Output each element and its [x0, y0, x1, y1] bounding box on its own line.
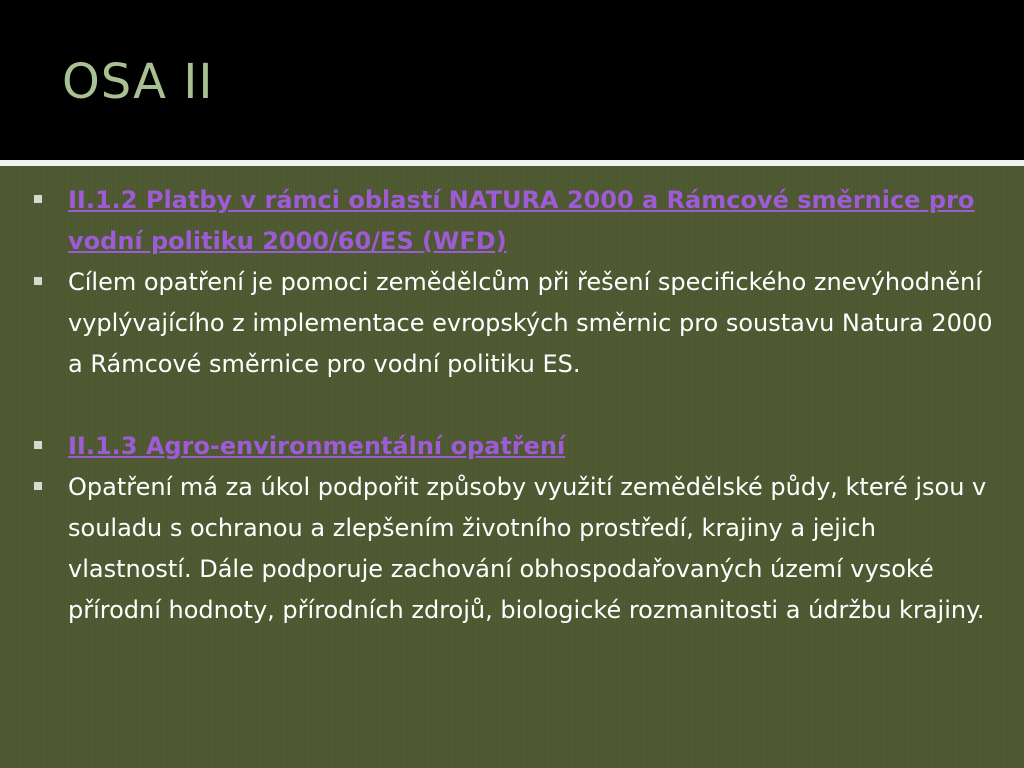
bullet-item-link-1 [34, 180, 996, 262]
square-bullet-icon [34, 441, 42, 449]
bullet-list [34, 180, 996, 631]
square-bullet-icon [34, 482, 42, 490]
bullet-spacer [34, 385, 996, 426]
slide-title: OSA II [62, 54, 214, 110]
bullet-item-link-2 [34, 426, 996, 467]
measure-link-ii-1-3[interactable]: II.1.3 Agro-environmentální opatření [68, 432, 566, 460]
square-bullet-icon [34, 195, 42, 203]
title-band [0, 0, 1024, 160]
bullet-text: Cílem opatření je pomoci zemědělcům při řešení specifického znevýhodnění vyplývajícího z implementace evropských směrnic pro soustavu Natura 2000 a Rámcové směrnice pro vodní politiku ES. [68, 268, 993, 378]
content-area [0, 166, 1024, 768]
bullet-item-text-2 [34, 467, 996, 631]
bullet-item-text-1 [34, 262, 996, 385]
square-bullet-icon [34, 277, 42, 285]
bullet-text: Opatření má za úkol podpořit způsoby využití zemědělské půdy, které jsou v souladu s ochranou a zlepšením životního prostředí, krajiny a jejich vlastností. Dále podporuje zachování obhospodařovaných území vysoké přírodní hodnoty, přírodních zdrojů, biologické rozmanitosti a údržbu krajiny. [68, 473, 987, 624]
measure-link-ii-1-2[interactable]: II.1.2 Platby v rámci oblastí NATURA 2000 a Rámcové směrnice pro vodní politiku 2000/60/ES (WFD) [68, 186, 975, 255]
